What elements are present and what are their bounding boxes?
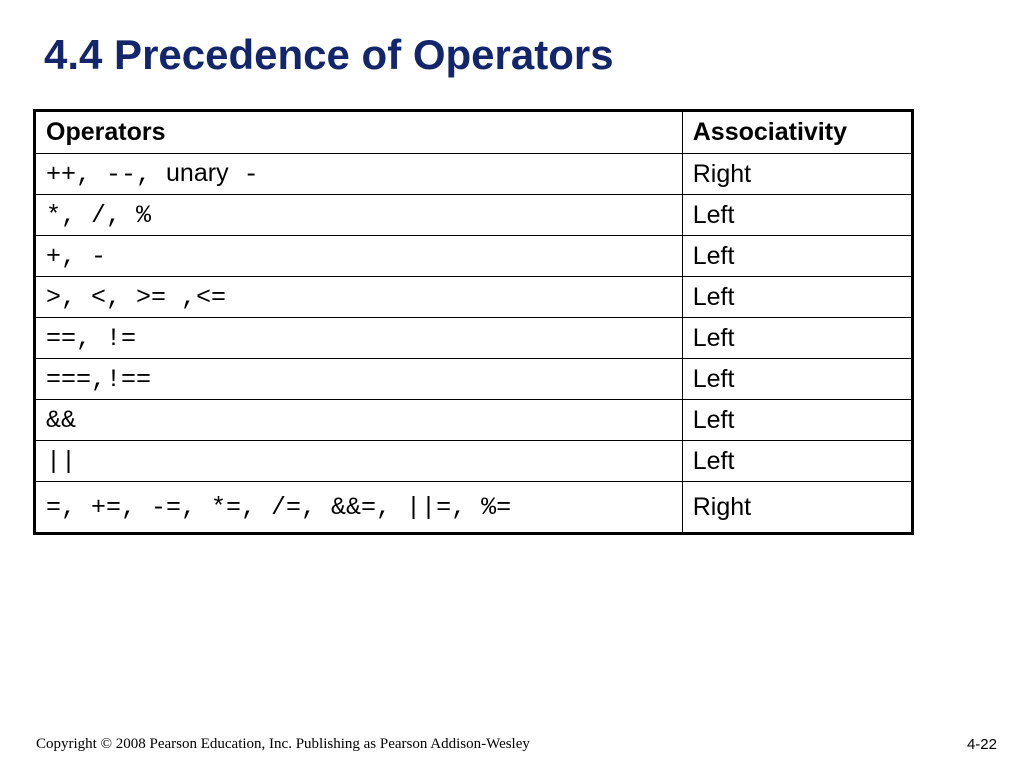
table-row [35,441,913,482]
operators-cell: ==, != [35,318,683,359]
table-row [35,482,913,534]
table-row [35,236,913,277]
table-row [35,359,913,400]
associativity-cell: Left [682,318,912,359]
operators-cell: || [35,441,683,482]
operators-cell: +, - [35,236,683,277]
operators-cell: >, <, >= ,<= [35,277,683,318]
operator-code: - [228,160,259,189]
associativity-cell: Left [682,441,912,482]
associativity-cell: Left [682,359,912,400]
operators-cell: && [35,400,683,441]
associativity-cell: Right [682,482,912,534]
table-header-row [35,111,913,154]
slide-title: 4.4 Precedence of Operators [44,31,614,78]
table-row [35,195,913,236]
page-number: 4-22 [966,736,997,753]
operators-cell: *, /, % [35,195,683,236]
header-associativity: Associativity [682,111,912,154]
operators-cell: ===,!== [35,359,683,400]
footer-copyright: Copyright © 2008 Pearson Education, Inc. Publishing as Pearson Addison-Wesley [36,736,530,752]
table-row [35,400,913,441]
operators-cell: =, +=, -=, *=, /=, &&=, ||=, %= [35,482,683,534]
associativity-cell: Right [682,154,912,195]
associativity-cell: Left [682,277,912,318]
table-row [35,318,913,359]
precedence-table [33,109,914,535]
operator-code: ++, --, [46,160,167,189]
associativity-cell: Left [682,195,912,236]
table-row [35,154,913,195]
header-operators: Operators [35,111,683,154]
operator-word: unary [166,159,229,187]
operators-cell [35,154,683,195]
associativity-cell: Left [682,400,912,441]
associativity-cell: Left [682,236,912,277]
table-row [35,277,913,318]
